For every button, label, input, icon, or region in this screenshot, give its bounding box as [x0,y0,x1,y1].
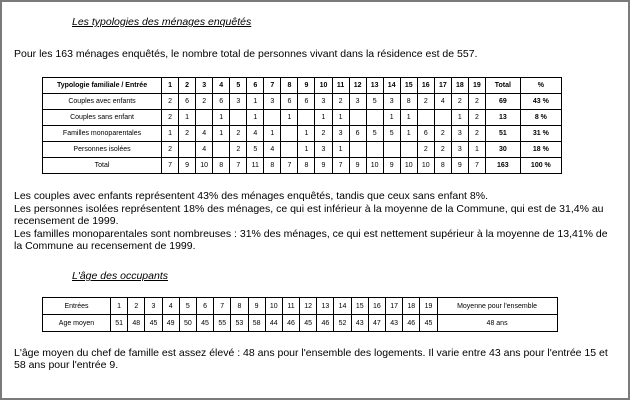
table-cell: 7 [230,158,247,174]
col-header: 3 [196,78,213,94]
col-header: 18 [451,78,468,94]
typology-corner-cell: Typologie familiale / Entrée [43,78,162,94]
table-cell: 2 [230,142,247,158]
table-cell: 1 [281,110,298,126]
section-title-typologies: Les typologies des ménages enquêtés [72,16,252,28]
table-cell: 1 [264,126,281,142]
age-value-cell: 45 [196,315,213,332]
col-header: 17 [434,78,451,94]
table-cell: 1 [213,126,230,142]
age-col-header: 8 [231,298,248,315]
age-value-cell: 52 [334,315,351,332]
age-value-cell: 49 [162,315,179,332]
table-cell: 3 [332,126,349,142]
table-cell: 7 [281,158,298,174]
table-cell: 2 [315,126,332,142]
age-header-label: Entrées [43,298,111,315]
paragraph-couples: Les couples avec enfants représentent 43% des ménages enquêtés, tandis que ceux sans enfant 8%. [14,190,488,202]
age-value-cell: 48 [128,315,145,332]
table-cell: 8 [298,158,315,174]
table-cell: 11 [247,158,264,174]
typology-table [42,77,562,174]
table-cell: 2 [451,94,468,110]
table-cell [383,142,400,158]
age-value-cell: 45 [420,315,437,332]
table-cell: 4 [196,142,213,158]
age-table [42,297,558,332]
age-values-row [43,315,558,332]
table-cell: 9 [349,158,366,174]
table-cell: 1 [298,126,315,142]
age-col-header: 14 [334,298,351,315]
col-header: 5 [230,78,247,94]
table-cell: 8 [264,158,281,174]
table-cell: 6 [179,94,196,110]
col-header: 19 [468,78,485,94]
col-header: 8 [281,78,298,94]
table-cell: 3 [230,94,247,110]
col-header: 10 [315,78,332,94]
col-header: 4 [213,78,230,94]
table-cell: 2 [417,94,434,110]
table-cell: 1 [400,110,417,126]
age-col-header: 15 [351,298,368,315]
age-value-cell: 53 [231,315,248,332]
table-cell: 2 [468,110,485,126]
table-cell: 10 [400,158,417,174]
table-cell: 3 [451,126,468,142]
intro-text: Pour les 163 ménages enquêtés, le nombre total de personnes vivant dans la résidence est de 557. [14,48,478,60]
table-cell: 4 [196,126,213,142]
age-value-cell: 43 [386,315,403,332]
table-cell: 6 [281,94,298,110]
table-cell [281,142,298,158]
age-col-header: Moyenne pour l'ensemble [437,298,557,315]
typology-header-row [43,78,562,94]
table-cell: 163 [485,158,520,174]
table-cell: 3 [451,142,468,158]
table-cell: 1 [468,142,485,158]
table-cell: 10 [417,158,434,174]
table-cell: 2 [434,126,451,142]
age-col-header: 7 [214,298,231,315]
analysis-paragraphs [14,190,616,253]
age-value-cell: 46 [317,315,334,332]
table-cell: 3 [264,94,281,110]
age-col-header: 11 [282,298,299,315]
table-cell [349,142,366,158]
table-cell [213,142,230,158]
table-cell: 2 [162,142,179,158]
col-header: 16 [417,78,434,94]
table-cell: 7 [332,158,349,174]
col-header: 1 [162,78,179,94]
table-cell: 2 [162,94,179,110]
table-cell: 8 [400,94,417,110]
table-cell: 3 [383,94,400,110]
row-label: Total [43,158,162,174]
table-cell: 6 [298,94,315,110]
table-cell: 8 [213,158,230,174]
age-value-cell: 46 [403,315,420,332]
typology-body [43,94,562,174]
table-cell: 9 [451,158,468,174]
table-cell: 1 [332,142,349,158]
table-cell: 51 [485,126,520,142]
age-col-header: 5 [179,298,196,315]
table-cell: 7 [162,158,179,174]
paragraph-monoparentales: Les familles monoparentales sont nombreuses : 31% des ménages, ce qui est nettement supérieur à la moyenne de 13,41% de la Commune au recensement de 1999. [14,228,608,252]
table-cell: 43 % [520,94,561,110]
table-cell: 2 [417,142,434,158]
age-value-cell: 43 [351,315,368,332]
table-cell: 4 [434,94,451,110]
table-cell: 1 [162,126,179,142]
age-col-header: 12 [300,298,317,315]
age-value-cell: 45 [145,315,162,332]
table-cell: 1 [247,94,264,110]
table-cell: 2 [468,126,485,142]
paragraph-isolees: Les personnes isolées représentent 18% des ménages, ce qui est inférieur à la moyenne de la Commune, qui est de 31,4% au recensement de 1999. [14,203,604,227]
age-value-cell: 45 [300,315,317,332]
row-label: Couples avec enfants [43,94,162,110]
col-header: 11 [332,78,349,94]
table-cell: 5 [383,126,400,142]
table-cell: 9 [315,158,332,174]
age-col-header: 17 [386,298,403,315]
typology-row [43,126,562,142]
table-cell [366,142,383,158]
table-cell: 3 [315,94,332,110]
age-col-header: 1 [111,298,128,315]
col-header: 12 [349,78,366,94]
table-cell: 3 [315,142,332,158]
age-col-header: 16 [368,298,385,315]
age-row-label: Age moyen [43,315,111,332]
table-cell [179,142,196,158]
table-cell: 10 [196,158,213,174]
age-col-header: 19 [420,298,437,315]
table-cell: 2 [332,94,349,110]
table-cell: 2 [434,142,451,158]
age-value-cell: 50 [179,315,196,332]
table-cell: 3 [349,94,366,110]
table-cell: 13 [485,110,520,126]
age-value-cell: 51 [111,315,128,332]
table-cell: 1 [213,110,230,126]
col-header: 13 [366,78,383,94]
table-cell [366,110,383,126]
table-cell [230,110,247,126]
table-cell: 2 [468,94,485,110]
row-label: Personnes isolées [43,142,162,158]
table-cell: 1 [332,110,349,126]
table-cell: 6 [417,126,434,142]
table-cell [417,110,434,126]
table-cell: 2 [196,94,213,110]
table-cell: 1 [400,126,417,142]
table-cell: 1 [298,142,315,158]
col-header: 15 [400,78,417,94]
table-cell: 2 [162,110,179,126]
table-cell: 4 [247,126,264,142]
typology-row [43,142,562,158]
table-cell: 100 % [520,158,561,174]
age-value-cell: 48 ans [437,315,557,332]
age-col-header: 4 [162,298,179,315]
table-cell [349,110,366,126]
age-paragraph: L'âge moyen du chef de famille est assez élevé : 48 ans pour l'ensemble des logements. Il varie entre 43 ans pour l'entrée 15 et 58 ans pour l'entrée 9. [14,347,608,371]
table-cell: 4 [264,142,281,158]
table-cell: 6 [349,126,366,142]
table-cell: 5 [366,94,383,110]
table-cell: 6 [213,94,230,110]
table-cell: 31 % [520,126,561,142]
age-value-cell: 44 [265,315,282,332]
age-value-cell: 55 [214,315,231,332]
age-value-cell: 46 [282,315,299,332]
table-cell: 8 [434,158,451,174]
table-cell: 7 [468,158,485,174]
row-label: Familles monoparentales [43,126,162,142]
col-header: 6 [247,78,264,94]
table-cell: 2 [179,126,196,142]
typology-row [43,94,562,110]
age-col-header: 2 [128,298,145,315]
table-cell: 10 [366,158,383,174]
table-cell: 69 [485,94,520,110]
table-cell: 5 [247,142,264,158]
col-header: 7 [264,78,281,94]
col-header: 2 [179,78,196,94]
table-cell: 1 [247,110,264,126]
table-cell: 2 [230,126,247,142]
table-cell: 9 [383,158,400,174]
table-cell: 1 [179,110,196,126]
age-value-cell: 58 [248,315,265,332]
table-cell [281,126,298,142]
table-cell [196,110,213,126]
table-cell: 18 % [520,142,561,158]
table-cell [298,110,315,126]
age-col-header: 9 [248,298,265,315]
table-cell [400,142,417,158]
table-cell [434,110,451,126]
col-header-total: Total [485,78,520,94]
table-cell: 1 [383,110,400,126]
table-cell [264,110,281,126]
age-col-header: 18 [403,298,420,315]
table-cell: 5 [366,126,383,142]
typology-row [43,158,562,174]
col-header: 14 [383,78,400,94]
table-cell: 8 % [520,110,561,126]
age-col-header: 10 [265,298,282,315]
row-label: Couples sans enfant [43,110,162,126]
age-value-cell: 47 [368,315,385,332]
age-col-header: 6 [196,298,213,315]
age-col-header: 13 [317,298,334,315]
section-title-age: L'âge des occupants [72,270,168,282]
age-col-header: 3 [145,298,162,315]
table-cell: 1 [451,110,468,126]
table-cell: 9 [179,158,196,174]
col-header-percent: % [520,78,561,94]
typology-row [43,110,562,126]
age-header-row [43,298,558,315]
table-cell: 1 [315,110,332,126]
table-cell: 30 [485,142,520,158]
col-header: 9 [298,78,315,94]
